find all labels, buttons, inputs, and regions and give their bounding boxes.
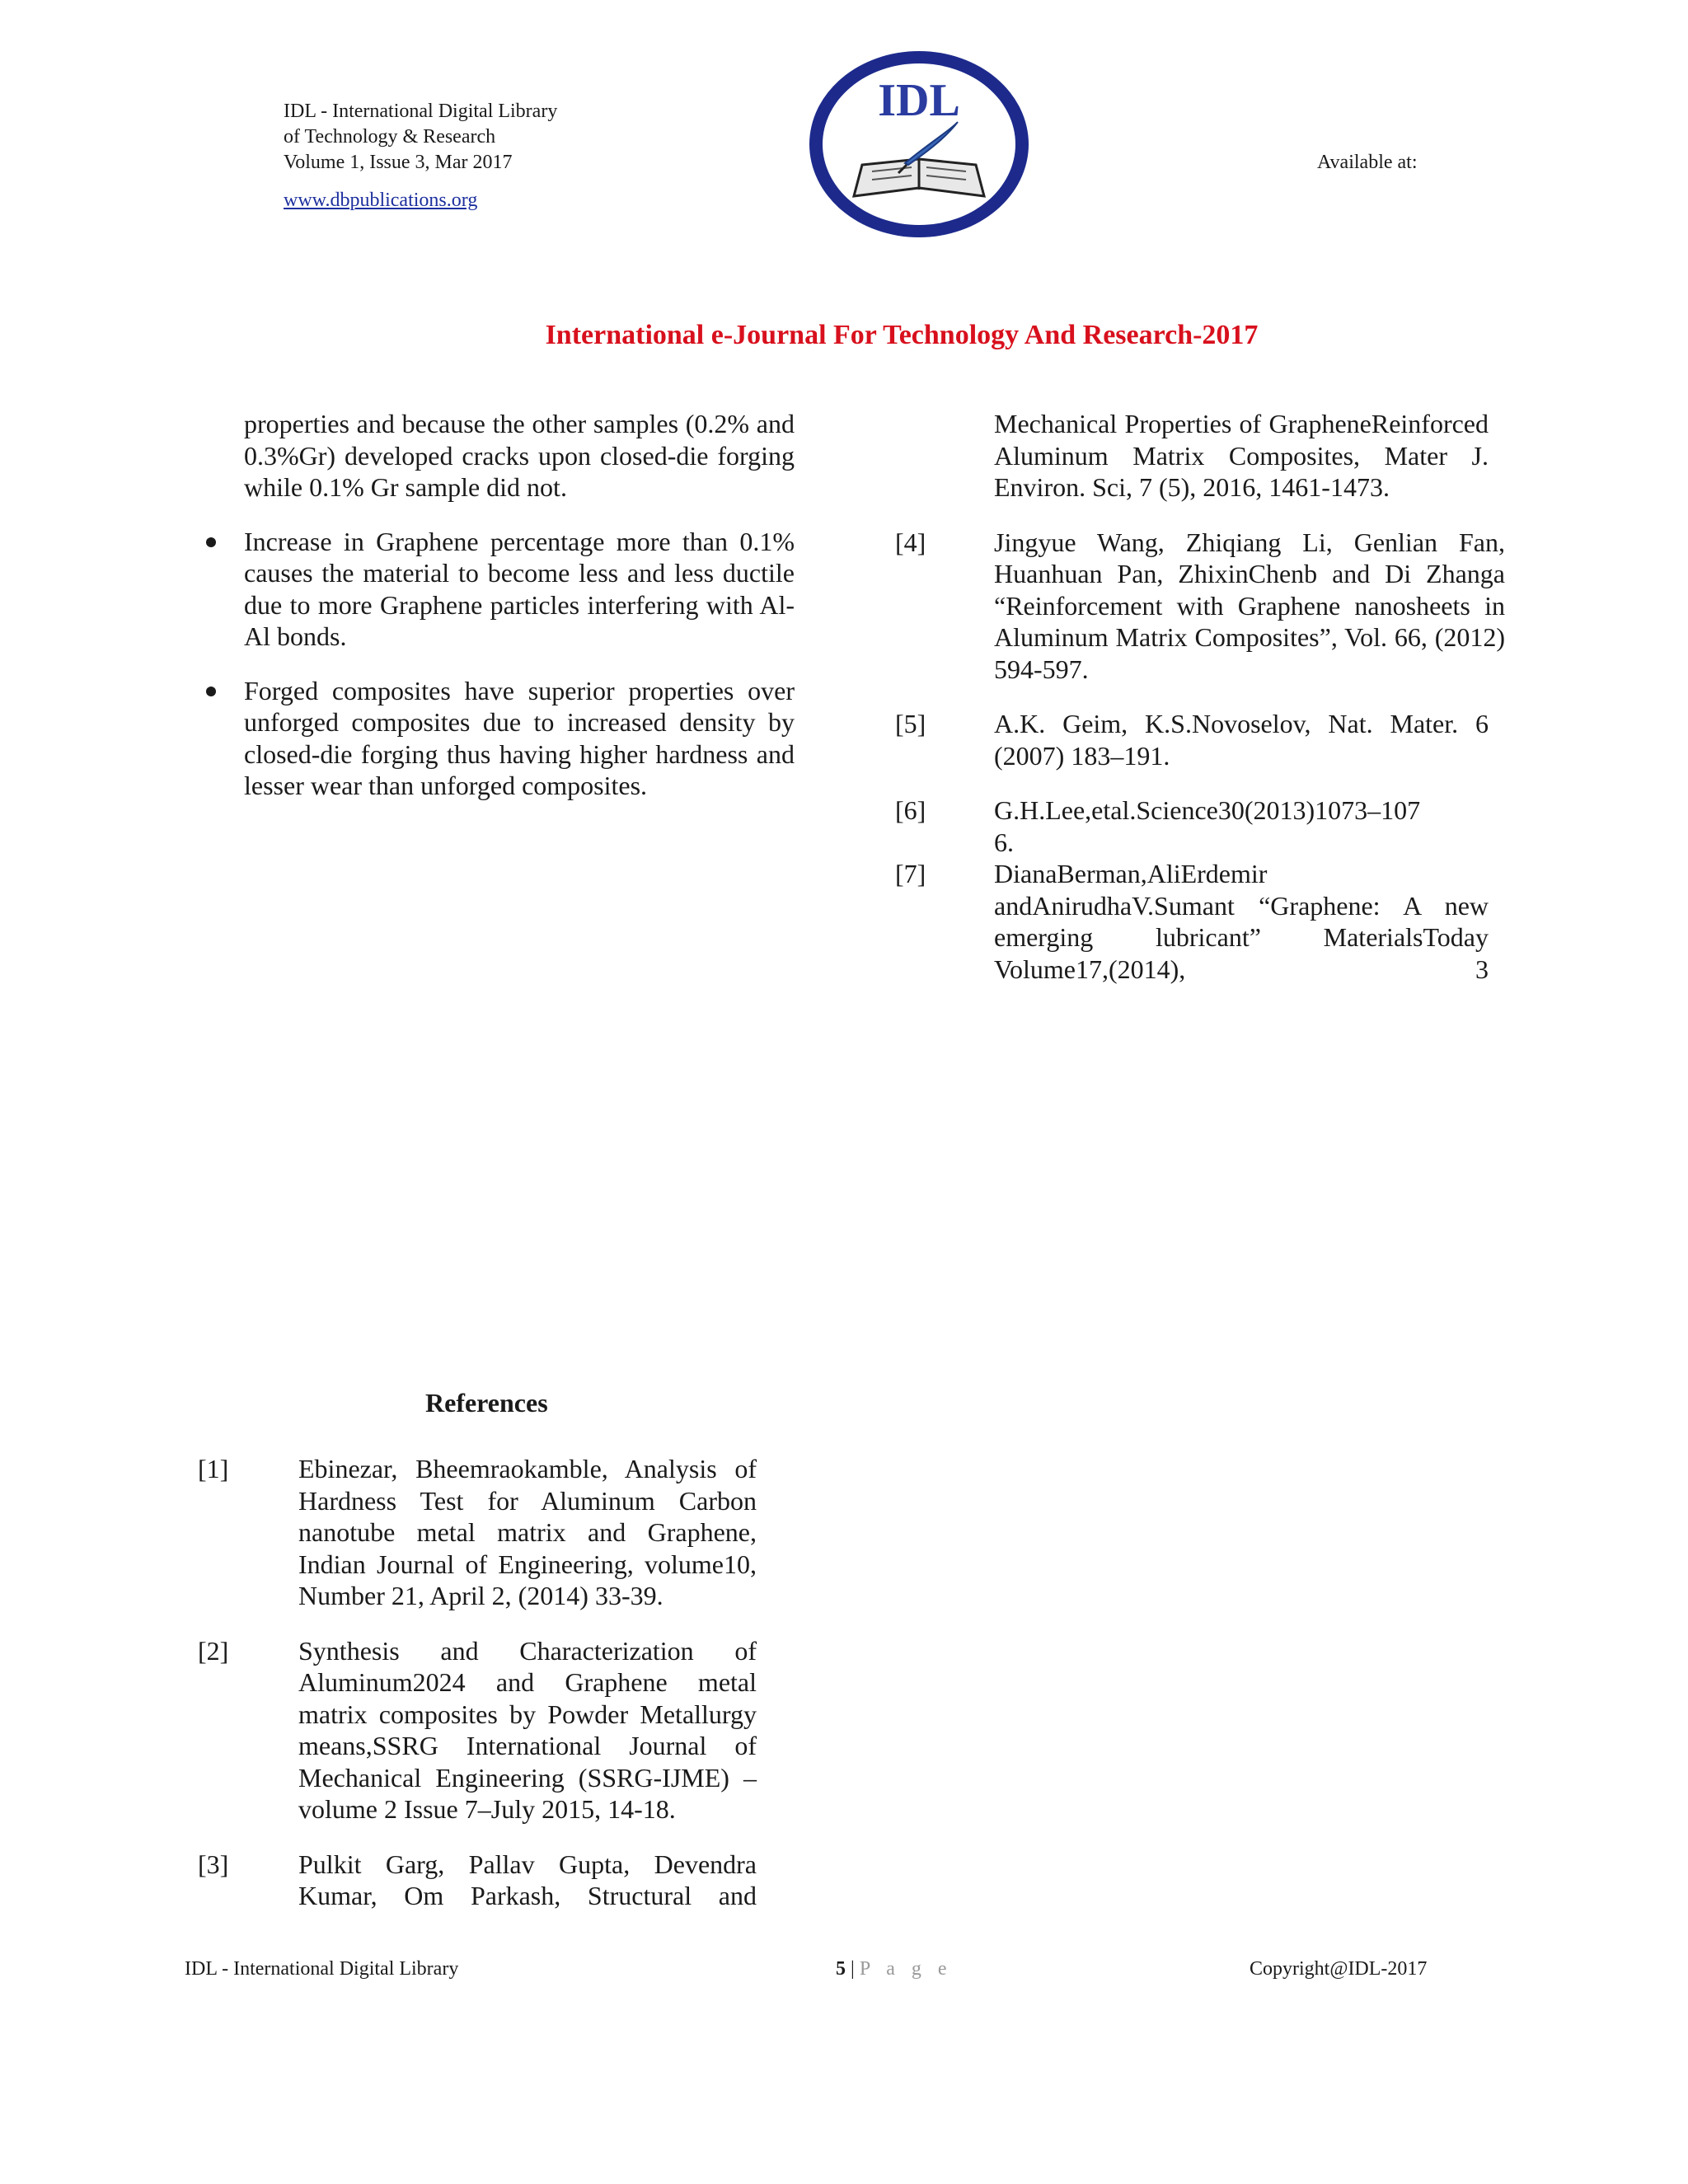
reference-item (895, 708, 1505, 771)
page-number: 5 (836, 1958, 846, 1980)
reference-text: Synthesis and Characterization of Aluminum2024 and Graphene metal matrix composites by Powder Metallurgy means,SSRG International Journal of Mechanical Engineering (SSRG-IJME) – volume 2 Issue 7–July 2015, 14-18. (298, 1635, 757, 1824)
journal-title: International e-Journal For Technology And Research-2017 (545, 320, 1259, 350)
header-available-at: Available at: (1317, 152, 1418, 173)
left-column-top (244, 408, 795, 802)
header-volume: Volume 1, Issue 3, Mar 2017 (284, 152, 513, 173)
reference-text: Pulkit Garg, Pallav Gupta, Devendra Kumar, Om Parkash, Structural and (298, 1849, 757, 1910)
right-column (895, 408, 1505, 985)
page-separator: | (851, 1958, 855, 1980)
references-heading: References (425, 1388, 548, 1418)
reference-item (198, 1849, 757, 1912)
left-references (198, 1453, 757, 1912)
reference-item (198, 1453, 757, 1612)
logo-text: IDL (878, 75, 960, 126)
reference-item (895, 527, 1505, 686)
reference-number: [6] (895, 795, 926, 825)
bullet-text: Increase in Graphene percentage more than 0.1% causes the material to become less and less ductile due to more Graphene particles interfering with Al-Al bonds. (244, 526, 795, 651)
reference-continuation: Mechanical Properties of GrapheneReinforced Aluminum Matrix Composites, Mater J. Environ. Sci, 7 (5), 2016, 1461-1473. (994, 409, 1489, 502)
reference-text: G.H.Lee,etal.Science30(2013)1073–1076. (994, 795, 1421, 857)
idl-logo (806, 48, 1032, 241)
intro-paragraph: properties and because the other samples (0.2% and 0.3%Gr) developed cracks upon closed-die forging while 0.1% Gr sample did not. (244, 409, 795, 502)
reference-text: DianaBerman,AliErdemir andAnirudhaV.Sumant “Graphene: A new emerging lubricant” MaterialsToday Volume17,(2014), 3 (994, 859, 1489, 984)
bullet-dot-icon (206, 537, 216, 547)
reference-text: Jingyue Wang, Zhiqiang Li, Genlian Fan, Huanhuan Pan, ZhixinChenb and Di Zhanga “Reinforcement with Graphene nanosheets in Aluminum Matrix Composites”, Vol. 66, (2012) 594-597. (994, 527, 1505, 684)
reference-item (895, 794, 1505, 858)
header-org-line1: IDL - International Digital Library (284, 101, 558, 122)
bullet-text: Forged composites have superior properties over unforged composites due to increased density by closed-die forging thus having higher hardness and lesser wear than unforged composites. (244, 675, 795, 800)
header-org-line2: of Technology & Research (284, 126, 496, 148)
reference-item (198, 1635, 757, 1825)
header-website-link[interactable]: www.dbpublications.org (284, 190, 478, 211)
bullet-dot-icon (206, 687, 216, 696)
reference-number: [3] (198, 1849, 229, 1879)
footer-left: IDL - International Digital Library (185, 1958, 459, 1980)
reference-number: [7] (895, 859, 926, 888)
reference-number: [1] (198, 1454, 229, 1483)
reference-item (895, 858, 1505, 985)
page-label: P a g e (859, 1958, 953, 1980)
reference-number: [5] (895, 709, 926, 738)
footer-copyright: Copyright@IDL-2017 (1250, 1958, 1428, 1980)
reference-text: A.K. Geim, K.S.Novoselov, Nat. Mater. 6 (2007) 183–191. (994, 709, 1489, 771)
reference-number: [4] (895, 527, 926, 557)
reference-number: [2] (198, 1635, 229, 1666)
footer-page (836, 1957, 953, 1981)
reference-text: Ebinezar, Bheemraokamble, Analysis of Hardness Test for Aluminum Carbon nanotube metal matrix and Graphene, Indian Journal of Engineering, volume10, Number 21, April 2, (2014) 33-39. (298, 1454, 757, 1610)
bullet-item (244, 526, 795, 653)
bullet-item (244, 675, 795, 802)
